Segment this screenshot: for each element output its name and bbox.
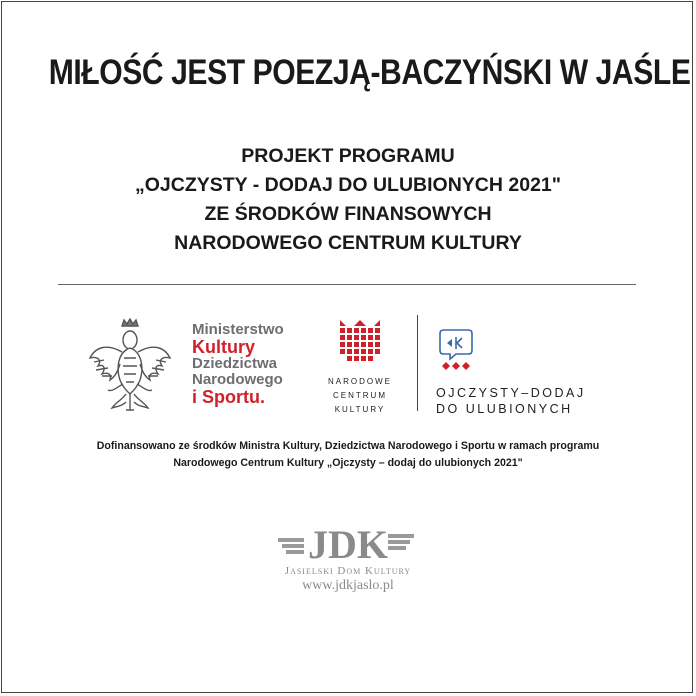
ministry-logo — [192, 322, 284, 407]
ministry-line: Ministerstwo — [192, 321, 284, 338]
ministry-line: Kultury — [192, 337, 255, 357]
funding-line: Dofinansowano ze środków Ministra Kultury, Dziedzictwa Narodowego i Sportu w ramach programu — [96, 440, 600, 452]
project-subtitle — [0, 142, 696, 258]
ojczysty-bookmark-icon — [436, 328, 476, 376]
ministry-line: i — [192, 387, 203, 407]
ojczysty-line: DO ULUBIONYCH — [436, 402, 573, 416]
logo-separator — [417, 315, 418, 411]
ojczysty-line: OJCZYSTY–DODAJ — [436, 386, 586, 400]
nck-line: KULTURY — [334, 405, 386, 414]
jdk-logo-icon — [278, 520, 418, 564]
jdk-logo-text: JDK — [308, 522, 388, 564]
subtitle-line: PROJEKT PROGRAMU — [241, 145, 455, 167]
ojczysty-logo — [436, 328, 586, 417]
ojczysty-text — [436, 385, 586, 417]
ministry-line: . — [260, 387, 266, 407]
ministry-line: Dziedzictwa — [192, 355, 278, 372]
subtitle-line: „OJCZYSTY - DODAJ DO ULUBIONYCH 2021" — [134, 174, 562, 196]
jdk-url: www.jdkjaslo.pl — [302, 578, 394, 593]
divider — [58, 284, 636, 285]
nck-logo — [322, 320, 398, 417]
polish-eagle-icon — [88, 318, 172, 412]
nck-line: NARODOWE — [328, 377, 392, 386]
ministry-line: Narodowego — [192, 371, 283, 388]
subtitle-line: ZE ŚRODKÓW FINANSOWYCH — [204, 203, 492, 225]
jdk-name: Jasielski Dom Kultury — [284, 565, 412, 577]
nck-crown-icon — [338, 320, 382, 362]
subtitle-line: NARODOWEGO CENTRUM KULTURY — [174, 232, 522, 254]
nck-text — [322, 375, 398, 417]
funding-line: Narodowego Centrum Kultury „Ojczysty – dodaj do ulubionych 2021" — [173, 457, 523, 469]
ministry-line: Sportu — [202, 387, 261, 407]
nck-line: CENTRUM — [333, 391, 387, 400]
funding-note — [0, 438, 696, 472]
page-title: MIŁOŚĆ JEST POEZJĄ-BACZYŃSKI W JAŚLE — [48, 53, 691, 92]
